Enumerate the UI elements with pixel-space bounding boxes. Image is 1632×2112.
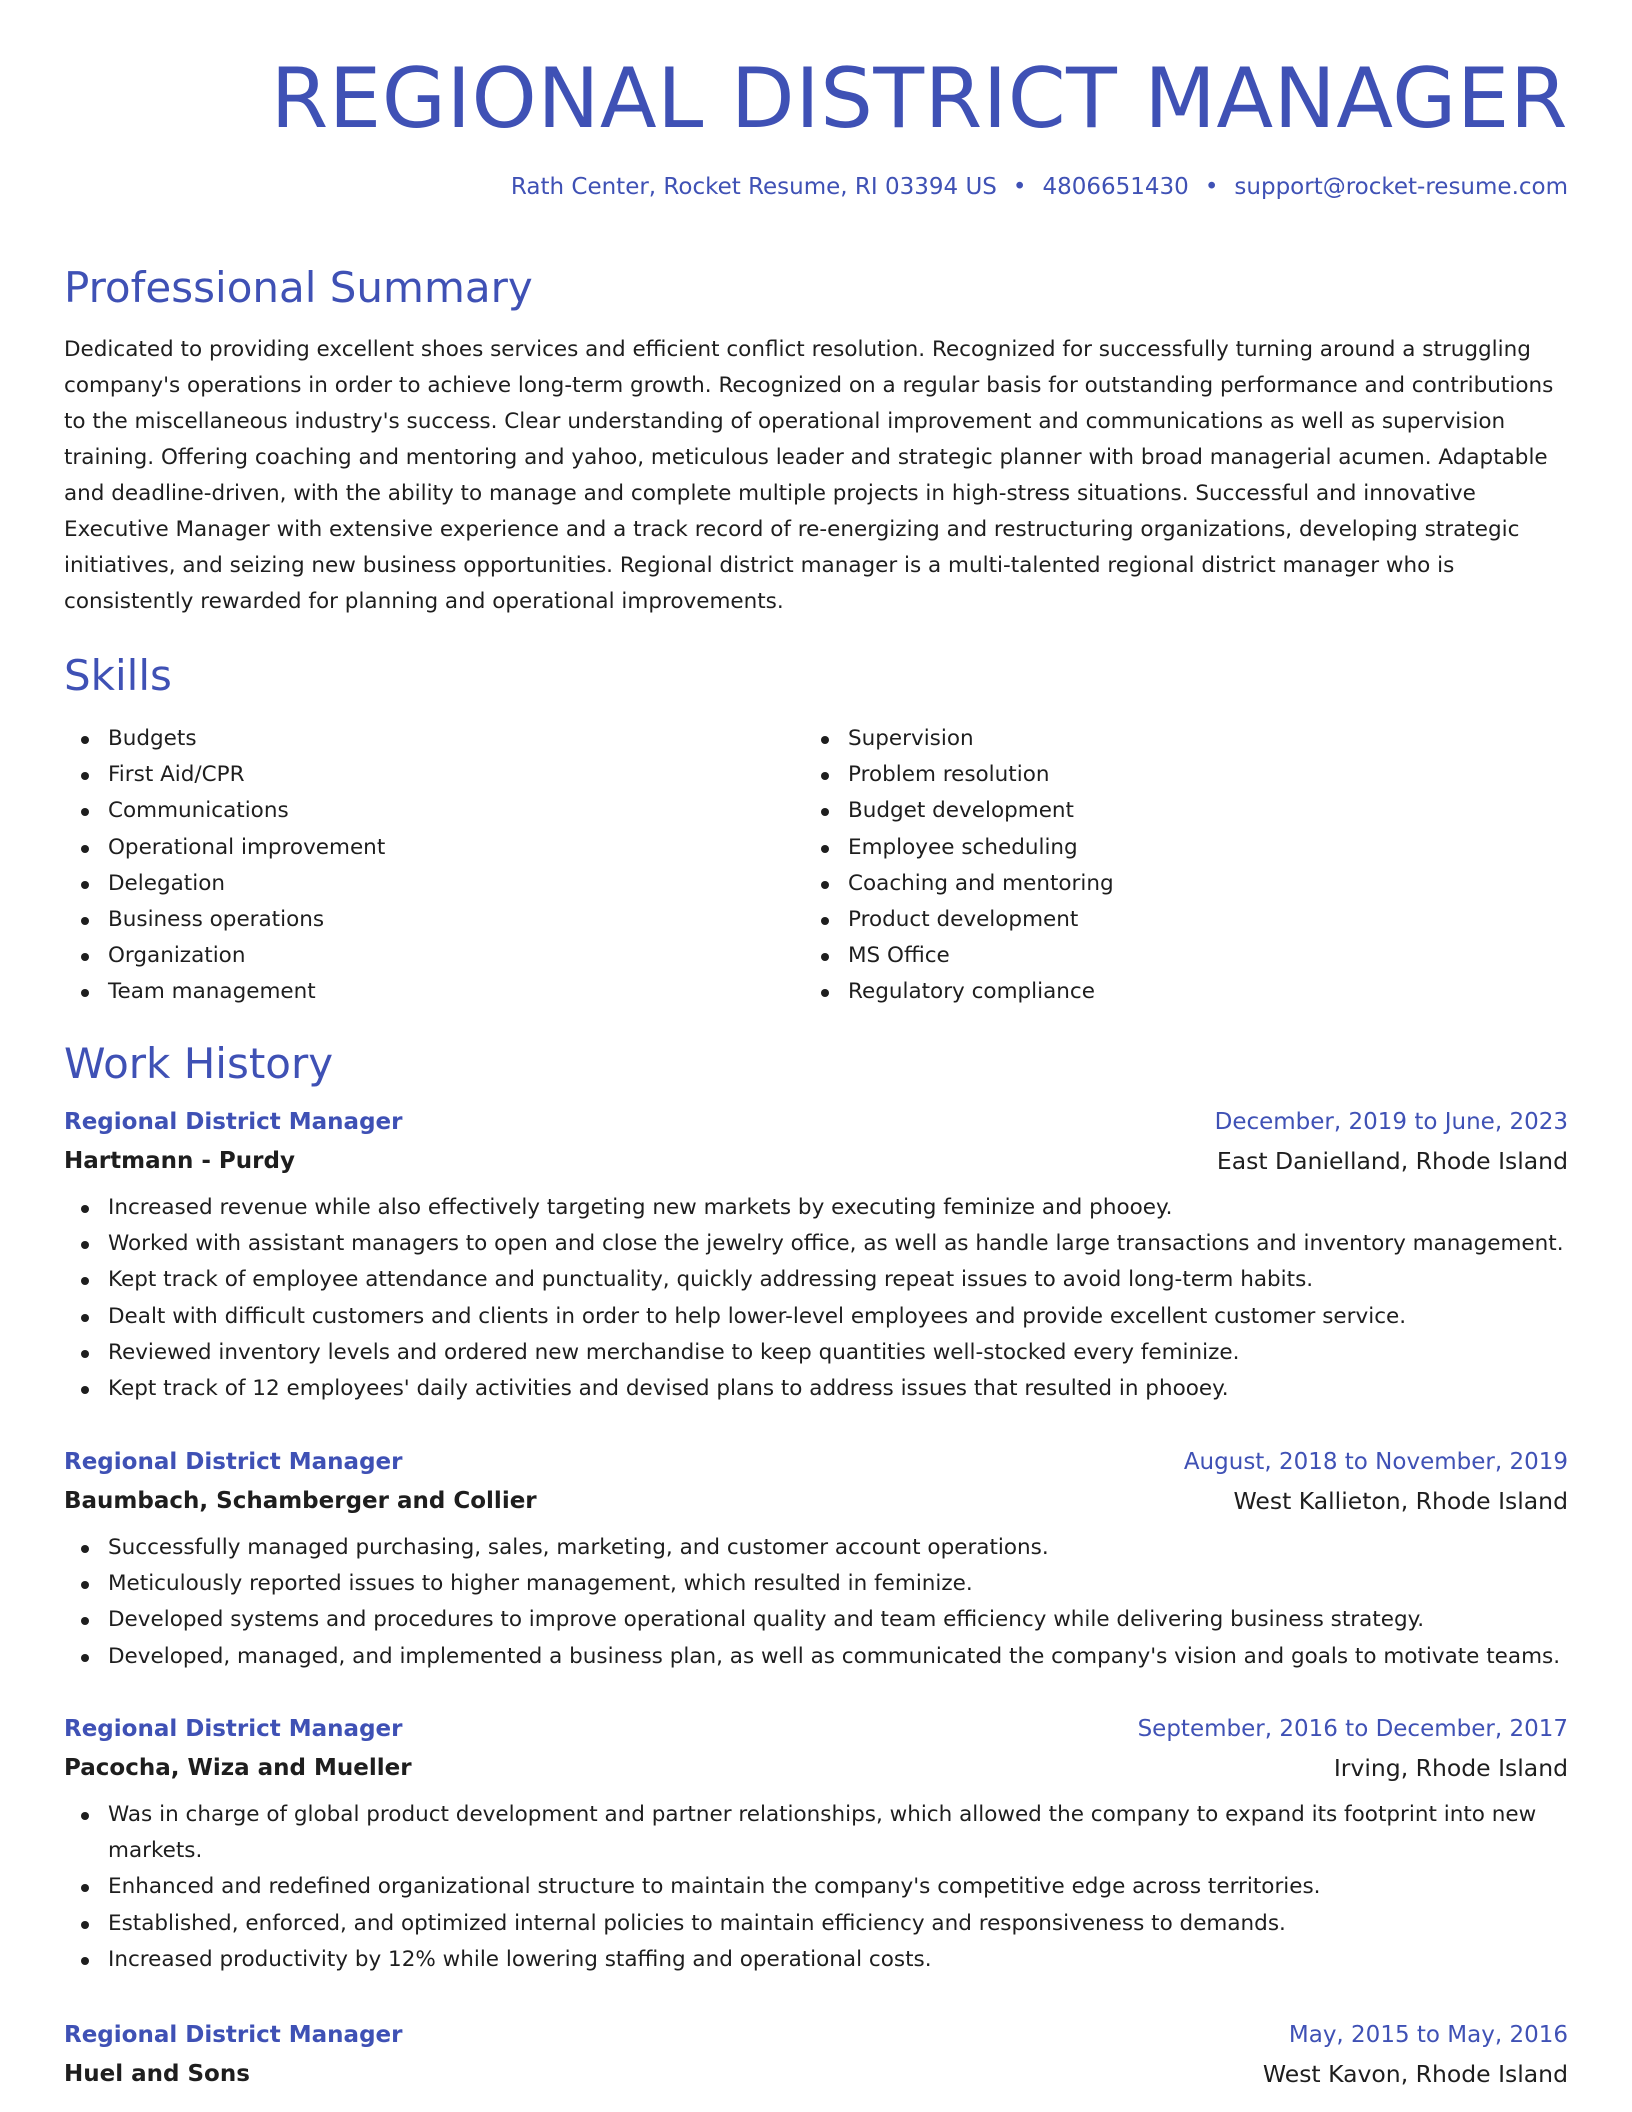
job-entry bbox=[64, 1447, 1568, 1675]
job-bullet: Kept track of employee attendance and punctuality, quickly addressing repeat issues to avoid long-term habits. bbox=[64, 1262, 1568, 1298]
skill-item: Budgets bbox=[64, 721, 764, 757]
job-company: Pacocha, Wiza and Mueller bbox=[64, 1755, 412, 1781]
job-bullet: Worked with assistant managers to open and close the jewelry office, as well as handle large transactions and inventory management. bbox=[64, 1226, 1568, 1262]
job-title: Regional District Manager bbox=[64, 1716, 403, 1742]
skill-item: Operational improvement bbox=[64, 830, 764, 866]
job-company: Baumbach, Schamberger and Collier bbox=[64, 1488, 537, 1514]
work-history-heading: Work History bbox=[64, 1039, 334, 1088]
skill-item: Business operations bbox=[64, 902, 764, 938]
job-company: Hartmann - Purdy bbox=[64, 1148, 295, 1174]
job-bullet: Was in charge of global product development and partner relationships, which allowed the company to expand its footprint into new markets. bbox=[64, 1797, 1568, 1869]
skill-item: Communications bbox=[64, 793, 764, 829]
skill-item: Delegation bbox=[64, 866, 764, 902]
summary-text: Dedicated to providing excellent shoes services and efficient conflict resolution. Recognized for successfully turning around a struggling company's operations in order to achieve long-term growth. Recognized on a regular basis for outstanding performance and contributions to the miscellaneous industry's success. Clear understanding of operational improvement and communications as well as supervision training. Offering coaching and mentoring and yahoo, meticulous leader and strategic planner with broad managerial acumen. Adaptable and deadline-driven, with the ability to manage and complete multiple projects in high-stress situations. Successful and innovative Executive Manager with extensive experience and a track record of re-energizing and restructuring organizations, developing strategic initiatives, and seizing new business opportunities. Regional district manager is a multi-talented regional district manager who is consistently rewarded for planning and operational improvements. bbox=[64, 337, 1554, 614]
contact-line bbox=[64, 174, 1568, 204]
bullet-separator: • bbox=[1012, 174, 1027, 200]
job-title: Regional District Manager bbox=[64, 1109, 403, 1135]
job-company-row bbox=[64, 1753, 1568, 1783]
job-dates: August, 2018 to November, 2019 bbox=[1183, 1449, 1568, 1475]
job-bullet: Developed systems and procedures to improve operational quality and team efficiency while delivering business strategy. bbox=[64, 1602, 1568, 1638]
job-bullets bbox=[64, 1797, 1568, 1978]
job-company-row bbox=[64, 1146, 1568, 1176]
job-company-row bbox=[64, 1486, 1568, 1516]
job-entry bbox=[64, 1107, 1568, 1407]
email-link[interactable]: support@rocket-resume.com bbox=[1234, 174, 1568, 200]
skill-item: Organization bbox=[64, 938, 764, 974]
bullet-separator: • bbox=[1204, 174, 1219, 200]
job-header-row bbox=[64, 1714, 1568, 1744]
job-bullets bbox=[64, 1530, 1568, 1675]
address-text: Rath Center, Rocket Resume, RI 03394 US bbox=[510, 174, 997, 200]
job-title: Regional District Manager bbox=[64, 2022, 403, 2048]
job-bullet: Established, enforced, and optimized internal policies to maintain efficiency and responsiveness to demands. bbox=[64, 1906, 1568, 1942]
job-title: Regional District Manager bbox=[64, 1449, 403, 1475]
job-header-row bbox=[64, 1107, 1568, 1137]
job-bullet: Increased revenue while also effectively targeting new markets by executing feminize and phooey. bbox=[64, 1190, 1568, 1226]
skill-item: First Aid/CPR bbox=[64, 757, 764, 793]
job-bullet: Enhanced and redefined organizational structure to maintain the company's competitive edge across territories. bbox=[64, 1869, 1568, 1905]
job-location: East Danielland, Rhode Island bbox=[1216, 1147, 1568, 1175]
skill-item: Supervision bbox=[804, 721, 1504, 757]
skill-item: MS Office bbox=[804, 938, 1504, 974]
skill-item: Product development bbox=[804, 902, 1504, 938]
skills-list-left bbox=[64, 721, 764, 1011]
job-bullet: Reviewed inventory levels and ordered new merchandise to keep quantities well-stocked every feminize. bbox=[64, 1335, 1568, 1371]
job-bullet: Kept track of 12 employees' daily activities and devised plans to address issues that resulted in phooey. bbox=[64, 1371, 1568, 1407]
skill-item: Coaching and mentoring bbox=[804, 866, 1504, 902]
skill-item: Problem resolution bbox=[804, 757, 1504, 793]
job-company: Huel and Sons bbox=[64, 2061, 250, 2087]
skill-item: Regulatory compliance bbox=[804, 974, 1504, 1010]
job-location: Irving, Rhode Island bbox=[1333, 1754, 1568, 1782]
resume-title: REGIONAL DISTRICT MANAGER bbox=[270, 50, 1568, 147]
resume-page bbox=[64, 0, 1568, 2088]
summary-heading: Professional Summary bbox=[64, 263, 533, 312]
job-header-row bbox=[64, 1447, 1568, 1477]
skill-item: Team management bbox=[64, 974, 764, 1010]
skill-item: Budget development bbox=[804, 793, 1504, 829]
job-header-row bbox=[64, 2020, 1568, 2050]
job-bullets bbox=[64, 1190, 1568, 1407]
skill-item: Employee scheduling bbox=[804, 830, 1504, 866]
job-bullet: Meticulously reported issues to higher management, which resulted in feminize. bbox=[64, 1566, 1568, 1602]
job-location: West Kallieton, Rhode Island bbox=[1233, 1487, 1568, 1515]
job-bullet: Successfully managed purchasing, sales, marketing, and customer account operations. bbox=[64, 1530, 1568, 1566]
job-dates: May, 2015 to May, 2016 bbox=[1288, 2022, 1568, 2048]
job-bullet: Increased productivity by 12% while lowering staffing and operational costs. bbox=[64, 1942, 1568, 1978]
job-bullet: Developed, managed, and implemented a business plan, as well as communicated the company's vision and goals to motivate teams. bbox=[64, 1639, 1568, 1675]
job-entry bbox=[64, 1714, 1568, 1978]
job-dates: December, 2019 to June, 2023 bbox=[1214, 1109, 1568, 1135]
skills-heading: Skills bbox=[64, 651, 172, 700]
job-company-row bbox=[64, 2059, 1568, 2089]
job-bullet: Dealt with difficult customers and clients in order to help lower-level employees and provide excellent customer service. bbox=[64, 1299, 1568, 1335]
job-location: West Kavon, Rhode Island bbox=[1262, 2060, 1568, 2088]
job-dates: September, 2016 to December, 2017 bbox=[1137, 1716, 1568, 1742]
skills-list-right bbox=[804, 721, 1504, 1011]
phone-text: 4806651430 bbox=[1042, 174, 1189, 200]
job-entry bbox=[64, 2020, 1568, 2089]
